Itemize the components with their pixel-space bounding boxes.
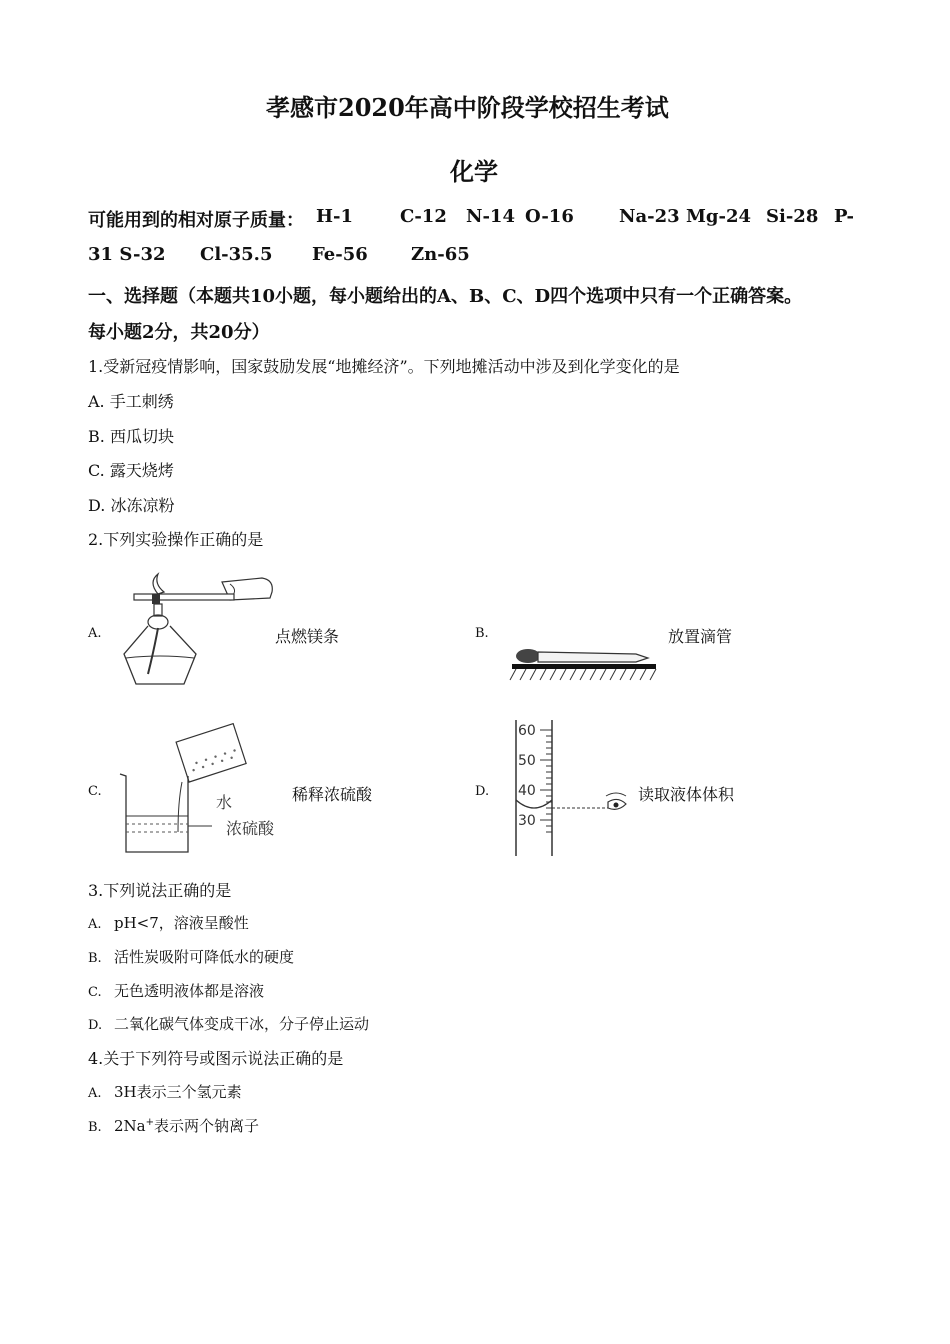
q2-option-c-label: C. <box>88 784 102 799</box>
atomic-mass-item: Si-28 <box>766 206 819 227</box>
q4-option-a <box>88 1081 242 1102</box>
water-label: 水 <box>216 793 233 812</box>
option-label: B. <box>88 427 105 446</box>
option-label: C. <box>88 985 102 1000</box>
tick-label: 50 <box>518 753 536 769</box>
question-4-stem: 4.关于下列符号或图示说法正确的是 <box>88 1049 344 1068</box>
option-text: 3H表示三个氢元素 <box>114 1083 242 1101</box>
lamp-burning-magnesium-figure <box>112 570 282 690</box>
atomic-mass-item: O-16 <box>525 206 574 227</box>
q2-option-a-caption: 点燃镁条 <box>275 627 340 646</box>
atomic-mass-item: P- <box>834 206 855 227</box>
q4-option-b <box>88 1115 259 1136</box>
q2-option-a-label: A. <box>88 626 102 641</box>
option-text-prefix: 2Na <box>114 1117 146 1135</box>
subject-title: 化学 <box>450 157 498 186</box>
option-label: D. <box>88 1018 103 1033</box>
ion-charge: + <box>145 1117 155 1128</box>
dilute-sulfuric-acid-figure <box>116 722 296 860</box>
q1-option-a <box>88 389 174 412</box>
q1-option-b <box>88 424 174 447</box>
option-label: B. <box>88 951 102 966</box>
q1-option-d <box>88 493 174 516</box>
q2-option-c-caption: 稀释浓硫酸 <box>292 785 373 804</box>
option-text: pH<7，溶液呈酸性 <box>114 914 249 932</box>
atomic-mass-item: Zn-65 <box>411 244 470 265</box>
option-text: 手工刺绣 <box>109 392 174 411</box>
atomic-mass-item: H-1 <box>316 206 354 227</box>
q2-option-d-label: D. <box>475 784 490 799</box>
q3-option-b <box>88 946 294 967</box>
option-text-suffix: 表示两个钠离子 <box>154 1117 260 1135</box>
atomic-mass-item: 31 S-32 <box>88 244 166 265</box>
page-title: 孝感市2020年高中阶段学校招生考试 <box>266 93 669 122</box>
question-1-stem: 1.受新冠疫情影响，国家鼓励发展“地摊经济”。下列地摊活动中涉及到化学变化的是 <box>88 357 680 376</box>
option-text: 活性炭吸附可降低水的硬度 <box>114 948 295 966</box>
option-text: 露天烧烤 <box>109 461 174 480</box>
tick-label: 60 <box>518 723 536 739</box>
option-text: 无色透明液体都是溶液 <box>114 982 265 1000</box>
option-label: B. <box>88 1120 102 1135</box>
conc-acid-label: 浓硫酸 <box>226 819 275 838</box>
atomic-mass-item: Fe-56 <box>312 244 368 265</box>
q3-option-c <box>88 980 264 1001</box>
option-text: 二氧化碳气体变成干冰，分子停止运动 <box>114 1015 370 1033</box>
graduated-cylinder-figure <box>508 720 638 858</box>
tick-label: 30 <box>518 813 536 829</box>
q1-option-c <box>88 458 174 481</box>
option-label: D. <box>88 496 106 515</box>
atomic-mass-item: Na-23 <box>619 206 680 227</box>
q2-option-d-caption: 读取液体体积 <box>638 785 735 804</box>
option-text: 西瓜切块 <box>109 427 174 446</box>
atomic-mass-item: Mg-24 <box>686 206 752 227</box>
atomic-mass-item: Cl-35.5 <box>200 244 273 265</box>
atomic-mass-item: N-14 <box>466 206 515 227</box>
q3-option-d <box>88 1013 369 1034</box>
question-2-stem: 2.下列实验操作正确的是 <box>88 530 264 549</box>
section-heading-cont: 每小题2分，共20分） <box>88 322 270 343</box>
option-label: A. <box>88 1086 102 1101</box>
dropper-on-table-figure <box>508 642 658 686</box>
section-heading: 一、选择题（本题共10小题，每小题给出的A、B、C、D四个选项中只有一个正确答案。 <box>88 286 803 307</box>
atomic-masses-label: 可能用到的相对原子质量： <box>88 210 304 231</box>
option-label: C. <box>88 461 105 480</box>
question-3-stem: 3.下列说法正确的是 <box>88 881 232 900</box>
atomic-mass-item: C-12 <box>400 206 447 227</box>
option-label: A. <box>88 917 102 932</box>
tick-label: 40 <box>518 783 536 799</box>
option-label: A. <box>88 392 105 411</box>
q3-option-a <box>88 912 249 933</box>
q2-option-b-caption: 放置滴管 <box>668 627 733 646</box>
q2-option-b-label: B. <box>475 626 489 641</box>
option-text: 冰冻凉粉 <box>110 496 175 515</box>
